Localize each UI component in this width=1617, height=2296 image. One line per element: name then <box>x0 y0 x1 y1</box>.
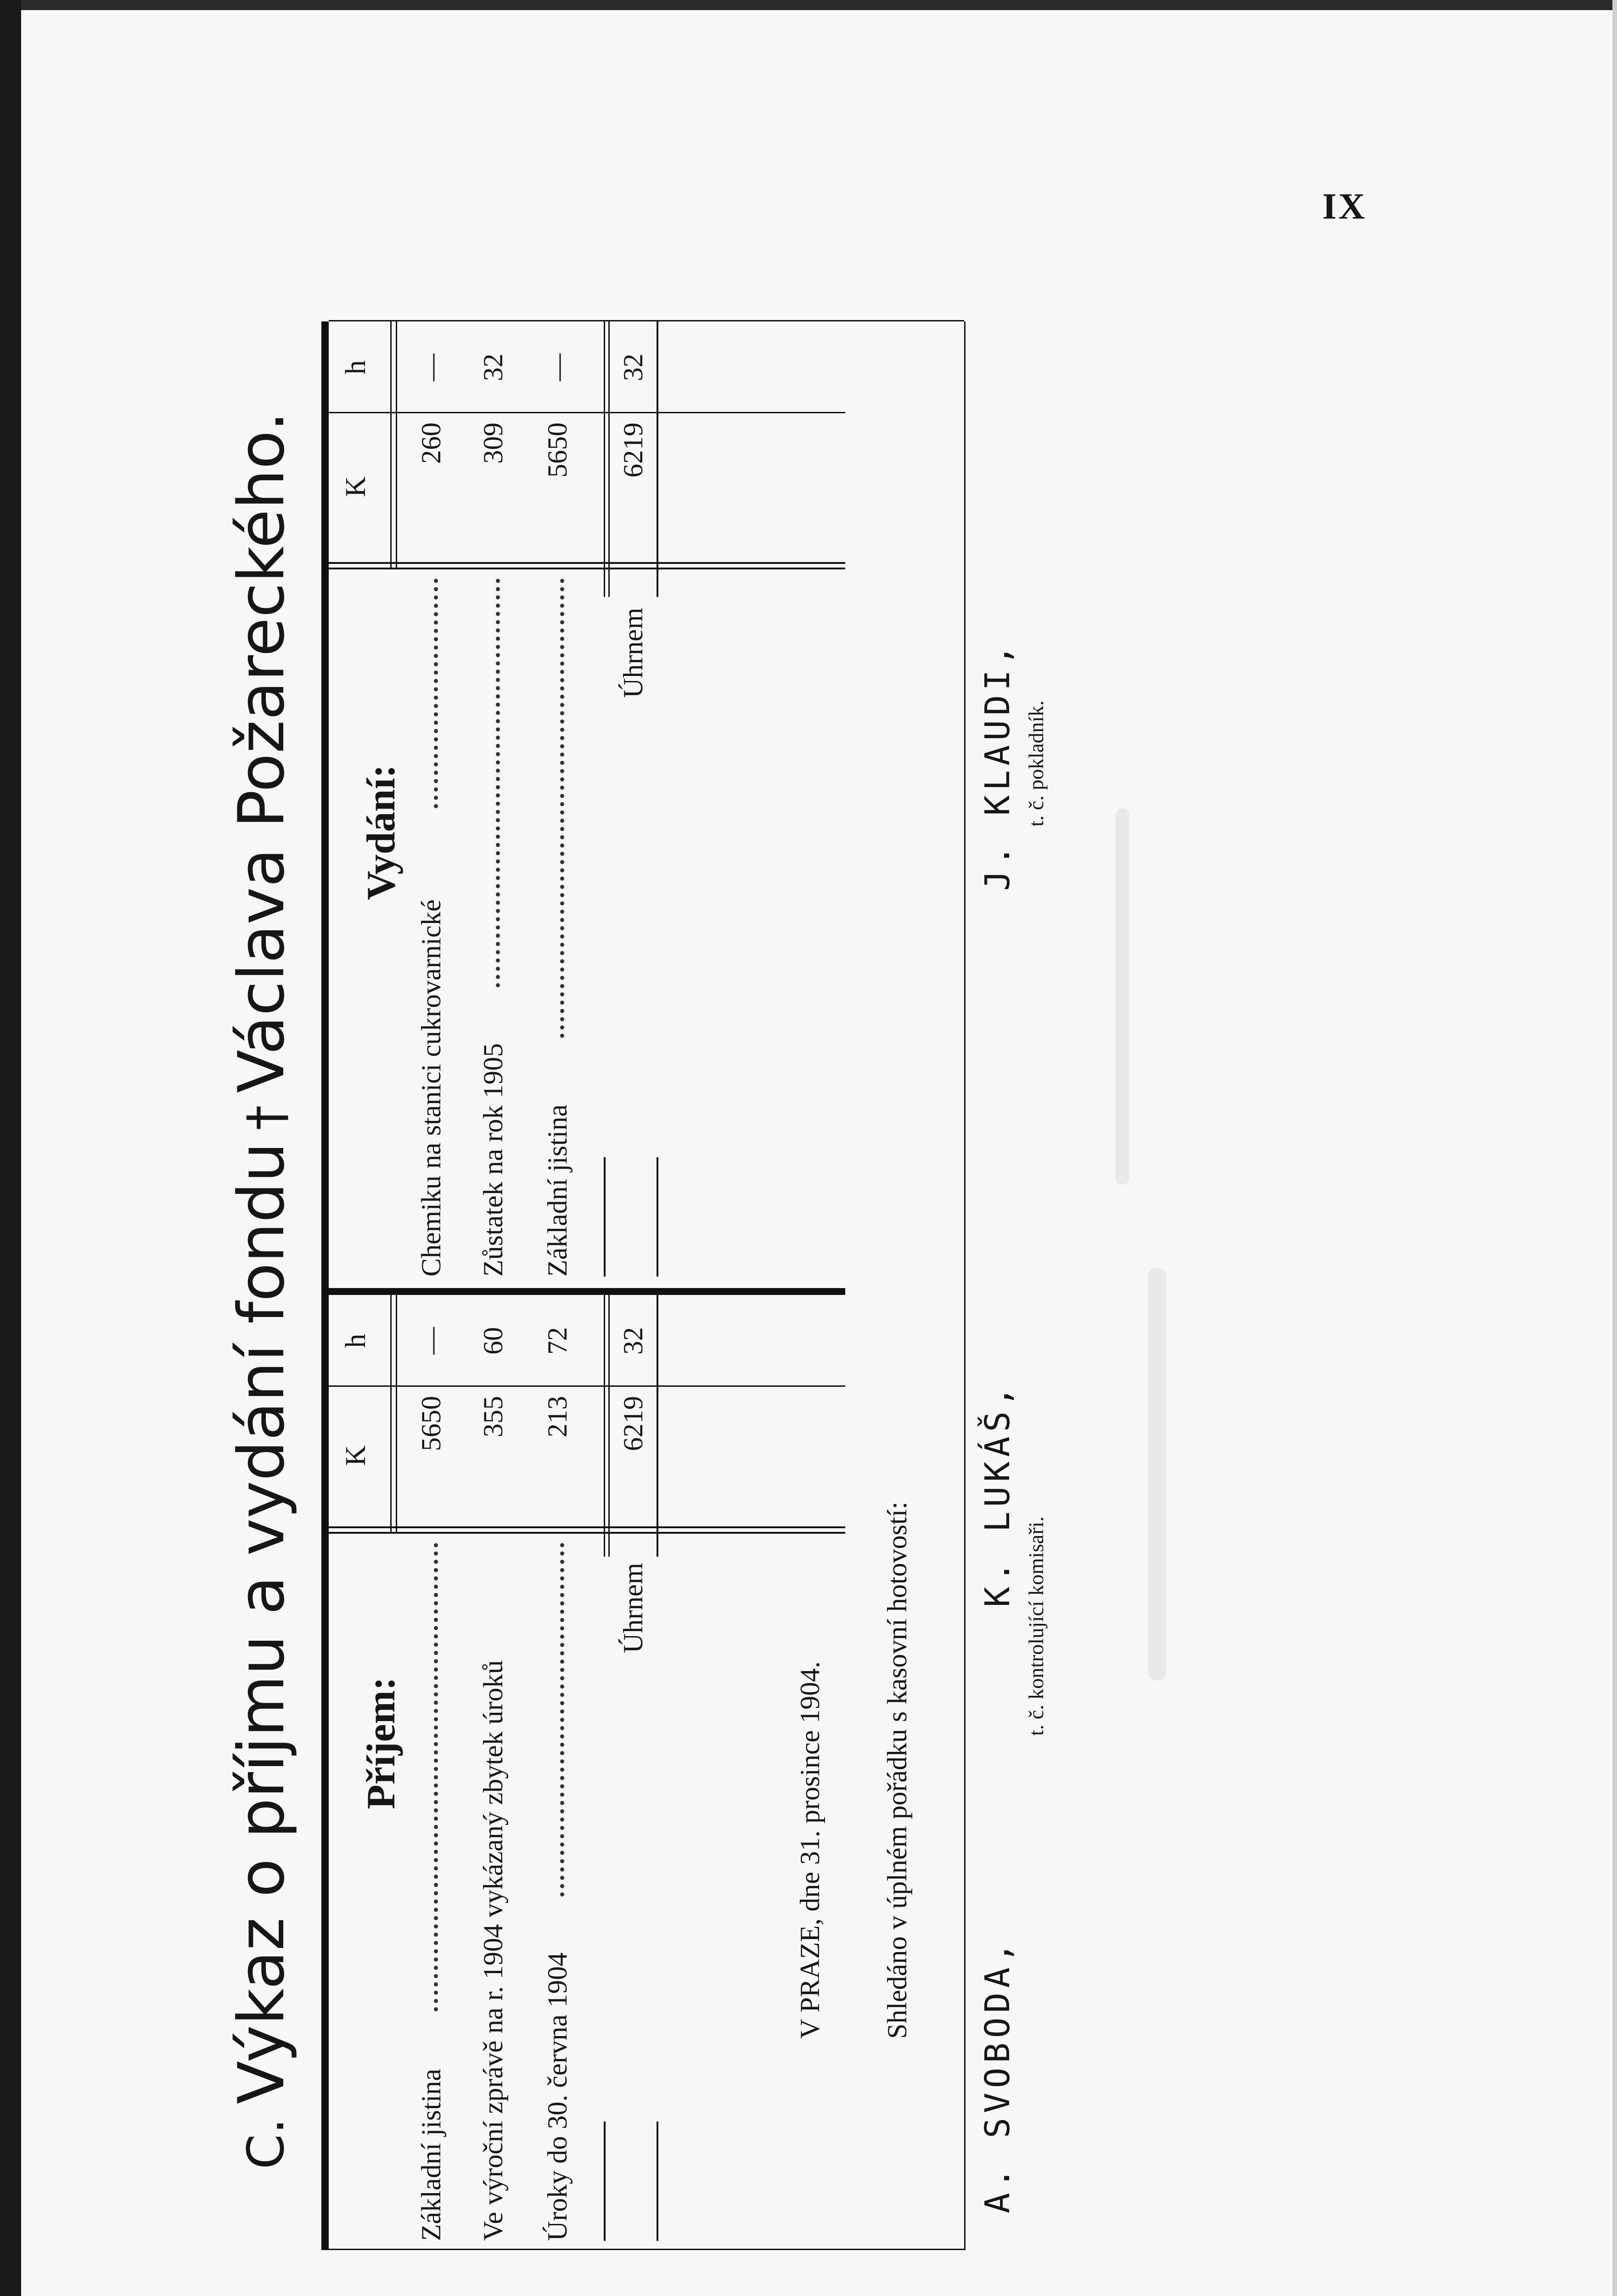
verification-note: Shledáno v úplném pořádku s kasovní hotovostí: <box>882 1502 912 2039</box>
expenses-k-left-rule-2 <box>329 562 845 564</box>
expenses-row-label: Zůstatek na rok 1905 <box>478 1043 508 1277</box>
expenses-total-k: 6219 <box>618 422 648 478</box>
bleed-through-mark <box>1116 808 1129 1185</box>
expenses-left-short-rule <box>604 1157 606 1277</box>
expenses-total-rule <box>604 321 605 597</box>
income-header-rule <box>390 1295 392 1534</box>
income-row-label: Základní jistina <box>416 2069 446 2241</box>
income-total-label: Úhrnem <box>618 1563 648 1653</box>
income-total-h: 32 <box>618 1327 648 1355</box>
dagger-icon: † <box>236 1105 295 1131</box>
income-heading: Příjem: <box>359 1677 404 1809</box>
expenses-row-k: 5650 <box>542 422 573 478</box>
income-row-k: 5650 <box>416 1396 446 1451</box>
income-total-underrule <box>657 1295 658 1557</box>
expenses-row-leader <box>434 579 438 808</box>
expenses-row-k: 309 <box>478 422 508 464</box>
rotated-report <box>225 303 1538 2278</box>
income-total-rule-2 <box>608 1295 610 1557</box>
expenses-kh-rule <box>329 412 845 413</box>
expenses-k-header: K <box>340 476 371 497</box>
income-kh-rule <box>329 1385 845 1387</box>
income-row-label: Úroky do 30. června 1904 <box>542 1952 573 2241</box>
expenses-row-leader <box>496 579 500 987</box>
expenses-row-h: — <box>416 354 446 381</box>
signature-name: J. KLAUDI, <box>978 640 1017 891</box>
table-bottom-rule <box>964 321 966 2250</box>
expenses-total-label: Úhrnem <box>618 608 648 698</box>
expenses-total-h: 32 <box>618 354 648 381</box>
income-row-h: 60 <box>478 1327 508 1355</box>
bleed-through-mark <box>1148 1267 1166 1681</box>
scan-edge-right <box>1612 0 1617 2296</box>
income-k-left-rule-2 <box>329 1526 845 1528</box>
signature-name: K. LUKÁŠ, <box>978 1382 1017 1607</box>
signature-title: t. č. kontrolující komisaři. <box>1024 1516 1048 1736</box>
table-top-rule <box>321 321 329 2250</box>
expenses-row-h: — <box>542 354 573 381</box>
income-row-leader <box>560 1543 564 1896</box>
expenses-row-leader <box>560 579 564 1038</box>
income-left-short-rule <box>604 2122 606 2241</box>
scan-edge-top <box>0 0 1617 10</box>
income-k-header: K <box>340 1445 371 1466</box>
expenses-label-left-rule <box>329 1288 845 1289</box>
income-left-short-rule-2 <box>657 2122 658 2241</box>
page-number: IX <box>1322 186 1367 227</box>
expenses-row-label: Chemiku na stanici cukrovarnické <box>416 899 446 1277</box>
income-row-leader <box>434 1543 438 2011</box>
income-row-label: Ve výroční zprávě na r. 1904 vykázaný zbytek úroků <box>478 1660 508 2241</box>
income-total-rule <box>604 1295 605 1557</box>
signature-name: A. SVOBODA, <box>978 1937 1017 2213</box>
title-main: Výkaz o příjmu a vydání fondu <box>225 1142 298 2105</box>
title-name: Václava Požareckého. <box>225 411 298 1093</box>
expenses-header-rule-2 <box>396 321 397 569</box>
expenses-left-short-rule-2 <box>657 1157 658 1277</box>
expenses-row-label: Základní jistina <box>542 1104 573 1277</box>
scan-edge-left <box>0 0 21 2296</box>
expenses-heading: Vydání: <box>359 764 404 900</box>
income-row-h: — <box>416 1327 446 1355</box>
income-row-h: 72 <box>542 1327 573 1355</box>
table-left-rule <box>329 2249 964 2250</box>
expenses-total-underrule <box>657 321 658 597</box>
expenses-k-left-rule <box>329 568 845 569</box>
income-row-k: 213 <box>542 1396 573 1437</box>
expenses-row-h: 32 <box>478 354 508 381</box>
expenses-total-rule-2 <box>608 321 610 597</box>
place-date: V PRAZE, dne 31. prosince 1904. <box>795 1661 825 2039</box>
signature-title: t. č. pokladník. <box>1024 700 1048 827</box>
page-title <box>225 303 303 2278</box>
income-header-rule-2 <box>396 1295 397 1534</box>
income-h-header: h <box>340 1334 371 1348</box>
expenses-row-k: 260 <box>416 422 446 464</box>
expenses-h-header: h <box>340 360 371 375</box>
income-row-k: 355 <box>478 1396 508 1437</box>
income-total-k: 6219 <box>618 1396 648 1451</box>
income-k-left-rule <box>329 1532 845 1534</box>
center-divider <box>329 1289 845 1295</box>
section-letter: C. <box>236 2118 295 2170</box>
expenses-header-rule <box>390 321 392 569</box>
table-right-rule <box>329 320 964 321</box>
